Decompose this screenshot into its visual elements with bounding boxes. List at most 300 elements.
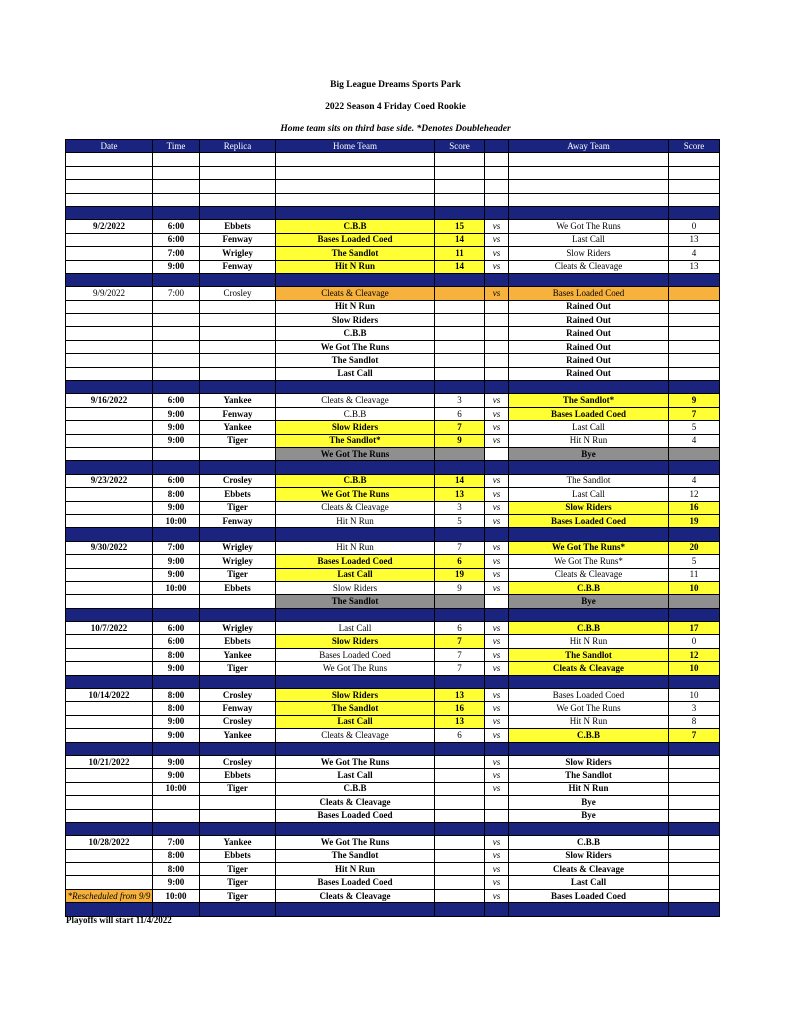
replica-cell: Fenway [200, 260, 276, 273]
home-score-cell: 13 [435, 715, 485, 728]
game-row [66, 340, 720, 353]
home-team-cell: Cleats & Cleavage [276, 796, 435, 809]
date-cell [66, 407, 153, 420]
col-replica: Replica [200, 140, 276, 153]
vs-cell [485, 796, 509, 809]
date-cell [66, 327, 153, 340]
away-team-cell: The Sandlot [509, 474, 669, 487]
away-score-cell: 12 [669, 648, 720, 661]
time-cell [153, 340, 200, 353]
date-cell [66, 729, 153, 742]
replica-cell [200, 300, 276, 313]
away-team-cell: C.B.B [509, 729, 669, 742]
game-row [66, 581, 720, 594]
vs-cell: vs [485, 541, 509, 554]
vs-cell [485, 314, 509, 327]
home-score-cell [435, 849, 485, 862]
home-score-cell: 7 [435, 635, 485, 648]
vs-cell [485, 193, 509, 206]
separator-cell [276, 822, 435, 835]
vs-cell: vs [485, 755, 509, 768]
separator-cell [66, 608, 153, 621]
replica-cell: Tiger [200, 568, 276, 581]
time-cell: 10:00 [153, 514, 200, 527]
time-cell: 9:00 [153, 755, 200, 768]
game-row [66, 300, 720, 313]
home-score-cell [435, 314, 485, 327]
date-cell: 10/14/2022 [66, 689, 153, 702]
away-score-cell: 10 [669, 581, 720, 594]
date-cell: 9/30/2022 [66, 541, 153, 554]
away-team-cell: Slow Riders [509, 755, 669, 768]
game-row [66, 595, 720, 608]
time-cell [153, 193, 200, 206]
away-score-cell [669, 314, 720, 327]
time-cell: 8:00 [153, 849, 200, 862]
home-score-cell: 7 [435, 648, 485, 661]
vs-cell: vs [485, 876, 509, 889]
time-cell: 9:00 [153, 434, 200, 447]
time-cell [153, 327, 200, 340]
separator-cell [485, 273, 509, 286]
replica-cell: Yankee [200, 394, 276, 407]
separator-cell [485, 528, 509, 541]
col-date: Date [66, 140, 153, 153]
replica-cell: Yankee [200, 836, 276, 849]
replica-cell: Yankee [200, 421, 276, 434]
home-score-cell [435, 340, 485, 353]
time-cell [153, 809, 200, 822]
vs-cell [485, 340, 509, 353]
game-row [66, 287, 720, 300]
away-score-cell: 17 [669, 622, 720, 635]
separator-cell [276, 608, 435, 621]
away-team-cell: The Sandlot [509, 769, 669, 782]
separator-cell [509, 206, 669, 219]
away-score-cell [669, 287, 720, 300]
away-team-cell: Slow Riders [509, 849, 669, 862]
separator-cell [435, 206, 485, 219]
separator-cell [435, 381, 485, 394]
replica-cell: Crosley [200, 689, 276, 702]
separator-cell [669, 742, 720, 755]
date-cell: 9/2/2022 [66, 220, 153, 233]
separator-cell [485, 381, 509, 394]
vs-cell: vs [485, 501, 509, 514]
game-row [66, 314, 720, 327]
separator-cell [669, 675, 720, 688]
home-score-cell [435, 193, 485, 206]
vs-cell: vs [485, 514, 509, 527]
away-score-cell [669, 193, 720, 206]
home-team-cell: We Got The Runs [276, 662, 435, 675]
away-team-cell: Last Call [509, 488, 669, 501]
separator-cell [153, 675, 200, 688]
home-team-cell: Hit N Run [276, 514, 435, 527]
vs-cell: vs [485, 622, 509, 635]
replica-cell [200, 367, 276, 380]
away-team-cell: C.B.B [509, 581, 669, 594]
vs-cell: vs [485, 635, 509, 648]
away-score-cell: 0 [669, 635, 720, 648]
away-score-cell [669, 876, 720, 889]
time-cell: 7:00 [153, 247, 200, 260]
vs-cell: vs [485, 407, 509, 420]
home-team-cell: C.B.B [276, 474, 435, 487]
game-row [66, 568, 720, 581]
away-score-cell: 5 [669, 421, 720, 434]
home-score-cell [435, 876, 485, 889]
time-cell: 7:00 [153, 287, 200, 300]
time-cell [153, 367, 200, 380]
date-cell: 10/28/2022 [66, 836, 153, 849]
away-team-cell: Slow Riders [509, 247, 669, 260]
vs-cell [485, 166, 509, 179]
separator-cell [66, 206, 153, 219]
home-score-cell [435, 595, 485, 608]
home-score-cell [435, 755, 485, 768]
document-subtitle: 2022 Season 4 Friday Coed Rookie [325, 102, 466, 112]
away-team-cell: Bye [509, 796, 669, 809]
away-team-cell [509, 166, 669, 179]
home-team-cell: The Sandlot [276, 849, 435, 862]
game-row [66, 488, 720, 501]
time-cell [153, 300, 200, 313]
home-team-cell: The Sandlot [276, 595, 435, 608]
vs-cell: vs [485, 662, 509, 675]
col-vs [485, 140, 509, 153]
away-score-cell [669, 180, 720, 193]
away-team-cell: Bases Loaded Coed [509, 407, 669, 420]
away-team-cell: We Got The Runs [509, 220, 669, 233]
game-row [66, 689, 720, 702]
vs-cell: vs [485, 233, 509, 246]
replica-cell: Ebbets [200, 488, 276, 501]
away-team-cell [509, 153, 669, 166]
game-row [66, 662, 720, 675]
replica-cell [200, 796, 276, 809]
home-score-cell [435, 180, 485, 193]
game-row [66, 796, 720, 809]
away-score-cell [669, 327, 720, 340]
game-row [66, 755, 720, 768]
home-team-cell: Slow Riders [276, 421, 435, 434]
date-cell [66, 648, 153, 661]
away-score-cell: 11 [669, 568, 720, 581]
separator-cell [66, 528, 153, 541]
separator-cell [509, 528, 669, 541]
replica-cell [200, 153, 276, 166]
away-team-cell: Hit N Run [509, 434, 669, 447]
replica-cell: Ebbets [200, 769, 276, 782]
replica-cell: Ebbets [200, 635, 276, 648]
vs-cell [485, 153, 509, 166]
vs-cell: vs [485, 689, 509, 702]
schedule-table [65, 139, 720, 917]
replica-cell [200, 327, 276, 340]
away-team-cell: The Sandlot* [509, 394, 669, 407]
home-team-cell: We Got The Runs [276, 447, 435, 460]
date-cell [66, 488, 153, 501]
time-cell: 9:00 [153, 568, 200, 581]
away-team-cell: Bases Loaded Coed [509, 514, 669, 527]
replica-cell [200, 354, 276, 367]
replica-cell: Wrigley [200, 555, 276, 568]
home-team-cell: Bases Loaded Coed [276, 233, 435, 246]
home-score-cell: 7 [435, 421, 485, 434]
game-row [66, 247, 720, 260]
game-row [66, 635, 720, 648]
date-cell [66, 260, 153, 273]
time-cell [153, 796, 200, 809]
home-score-cell: 6 [435, 729, 485, 742]
vs-cell: vs [485, 715, 509, 728]
date-cell [66, 581, 153, 594]
away-team-cell: Bye [509, 809, 669, 822]
time-cell: 10:00 [153, 581, 200, 594]
away-score-cell [669, 755, 720, 768]
replica-cell: Crosley [200, 474, 276, 487]
time-cell: 9:00 [153, 501, 200, 514]
vs-cell: vs [485, 247, 509, 260]
vs-cell [485, 809, 509, 822]
date-cell: 10/21/2022 [66, 755, 153, 768]
separator-cell [509, 608, 669, 621]
game-row [66, 715, 720, 728]
separator-cell [276, 273, 435, 286]
away-score-cell: 20 [669, 541, 720, 554]
replica-cell: Yankee [200, 729, 276, 742]
home-team-cell: Hit N Run [276, 863, 435, 876]
separator-cell [435, 273, 485, 286]
game-row [66, 876, 720, 889]
separator-cell [509, 742, 669, 755]
week-separator [66, 206, 720, 219]
time-cell: 9:00 [153, 421, 200, 434]
game-row [66, 702, 720, 715]
week-separator [66, 273, 720, 286]
separator-cell [509, 903, 669, 916]
replica-cell: Tiger [200, 434, 276, 447]
separator-cell [509, 381, 669, 394]
time-cell [153, 180, 200, 193]
time-cell [153, 354, 200, 367]
vs-cell: vs [485, 568, 509, 581]
away-score-cell: 4 [669, 247, 720, 260]
date-cell [66, 354, 153, 367]
separator-cell [435, 742, 485, 755]
time-cell: 6:00 [153, 220, 200, 233]
home-score-cell: 9 [435, 434, 485, 447]
away-team-cell: Rained Out [509, 300, 669, 313]
home-score-cell [435, 367, 485, 380]
game-row [66, 327, 720, 340]
vs-cell: vs [485, 260, 509, 273]
home-score-cell: 6 [435, 555, 485, 568]
home-team-note: Home team sits on third base side. *Denotes Doubleheader [280, 124, 511, 134]
away-team-cell: Hit N Run [509, 635, 669, 648]
home-team-cell: C.B.B [276, 407, 435, 420]
replica-cell [200, 340, 276, 353]
home-score-cell [435, 354, 485, 367]
separator-cell [200, 461, 276, 474]
time-cell: 8:00 [153, 689, 200, 702]
away-score-cell: 3 [669, 702, 720, 715]
home-score-cell: 14 [435, 233, 485, 246]
separator-cell [153, 381, 200, 394]
separator-cell [200, 903, 276, 916]
vs-cell: vs [485, 581, 509, 594]
game-row [66, 434, 720, 447]
away-team-cell: Last Call [509, 233, 669, 246]
home-team-cell: We Got The Runs [276, 755, 435, 768]
time-cell [153, 595, 200, 608]
separator-cell [200, 675, 276, 688]
home-team-cell: C.B.B [276, 327, 435, 340]
replica-cell: Tiger [200, 889, 276, 902]
vs-cell [485, 354, 509, 367]
vs-cell: vs [485, 474, 509, 487]
away-team-cell: C.B.B [509, 622, 669, 635]
time-cell [153, 153, 200, 166]
blank-row [66, 166, 720, 179]
home-score-cell [435, 153, 485, 166]
date-cell [66, 153, 153, 166]
week-separator [66, 381, 720, 394]
schedule-body [66, 153, 720, 916]
separator-cell [435, 822, 485, 835]
separator-cell [276, 903, 435, 916]
separator-cell [276, 742, 435, 755]
week-separator [66, 461, 720, 474]
home-score-cell: 11 [435, 247, 485, 260]
away-team-cell: Rained Out [509, 354, 669, 367]
separator-cell [509, 273, 669, 286]
time-cell: 9:00 [153, 876, 200, 889]
time-cell: 6:00 [153, 622, 200, 635]
separator-cell [276, 206, 435, 219]
game-row [66, 501, 720, 514]
away-score-cell [669, 447, 720, 460]
separator-cell [200, 742, 276, 755]
away-score-cell [669, 300, 720, 313]
time-cell: 10:00 [153, 782, 200, 795]
separator-cell [200, 273, 276, 286]
away-team-cell: We Got The Runs [509, 702, 669, 715]
time-cell: 8:00 [153, 863, 200, 876]
game-row [66, 514, 720, 527]
date-cell [66, 702, 153, 715]
time-cell: 9:00 [153, 715, 200, 728]
away-score-cell: 10 [669, 662, 720, 675]
game-row [66, 394, 720, 407]
date-cell [66, 595, 153, 608]
separator-cell [153, 461, 200, 474]
away-team-cell: Bases Loaded Coed [509, 889, 669, 902]
vs-cell: vs [485, 729, 509, 742]
separator-cell [153, 822, 200, 835]
date-cell [66, 876, 153, 889]
separator-cell [669, 528, 720, 541]
game-row [66, 220, 720, 233]
home-score-cell [435, 836, 485, 849]
vs-cell: vs [485, 394, 509, 407]
time-cell: 9:00 [153, 407, 200, 420]
date-cell [66, 421, 153, 434]
away-score-cell [669, 809, 720, 822]
game-row [66, 782, 720, 795]
home-score-cell: 13 [435, 488, 485, 501]
replica-cell: Wrigley [200, 247, 276, 260]
home-score-cell [435, 327, 485, 340]
replica-cell [200, 809, 276, 822]
away-team-cell: Cleats & Cleavage [509, 662, 669, 675]
date-cell [66, 863, 153, 876]
date-cell: 9/9/2022 [66, 287, 153, 300]
home-team-cell: Slow Riders [276, 581, 435, 594]
home-team-cell: The Sandlot [276, 247, 435, 260]
vs-cell: vs [485, 421, 509, 434]
col-home-score: Score [435, 140, 485, 153]
vs-cell [485, 300, 509, 313]
replica-cell: Crosley [200, 755, 276, 768]
home-team-cell: The Sandlot [276, 702, 435, 715]
separator-cell [66, 675, 153, 688]
date-cell [66, 662, 153, 675]
home-score-cell [435, 796, 485, 809]
away-score-cell [669, 340, 720, 353]
home-team-cell: Bases Loaded Coed [276, 648, 435, 661]
time-cell: 6:00 [153, 635, 200, 648]
time-cell: 6:00 [153, 233, 200, 246]
home-score-cell: 15 [435, 220, 485, 233]
separator-cell [200, 608, 276, 621]
away-team-cell: Bases Loaded Coed [509, 689, 669, 702]
away-score-cell [669, 354, 720, 367]
home-score-cell: 16 [435, 702, 485, 715]
time-cell: 8:00 [153, 488, 200, 501]
vs-cell: vs [485, 220, 509, 233]
replica-cell: Crosley [200, 715, 276, 728]
home-score-cell [435, 782, 485, 795]
home-score-cell [435, 769, 485, 782]
home-score-cell: 19 [435, 568, 485, 581]
home-score-cell [435, 863, 485, 876]
time-cell: 7:00 [153, 836, 200, 849]
document-title: Big League Dreams Sports Park [330, 80, 461, 90]
away-team-cell: Slow Riders [509, 501, 669, 514]
time-cell: 9:00 [153, 555, 200, 568]
game-row [66, 260, 720, 273]
replica-cell [200, 314, 276, 327]
home-score-cell [435, 300, 485, 313]
date-cell: 9/16/2022 [66, 394, 153, 407]
replica-cell: Fenway [200, 514, 276, 527]
date-cell [66, 247, 153, 260]
home-team-cell: C.B.B [276, 220, 435, 233]
away-team-cell: Cleats & Cleavage [509, 260, 669, 273]
col-away-score: Score [669, 140, 720, 153]
replica-cell: Fenway [200, 702, 276, 715]
away-team-cell: We Got The Runs* [509, 555, 669, 568]
date-cell [66, 166, 153, 179]
home-team-cell: Cleats & Cleavage [276, 889, 435, 902]
vs-cell: vs [485, 555, 509, 568]
home-team-cell: Cleats & Cleavage [276, 287, 435, 300]
game-row [66, 769, 720, 782]
separator-cell [669, 381, 720, 394]
away-team-cell: Rained Out [509, 314, 669, 327]
